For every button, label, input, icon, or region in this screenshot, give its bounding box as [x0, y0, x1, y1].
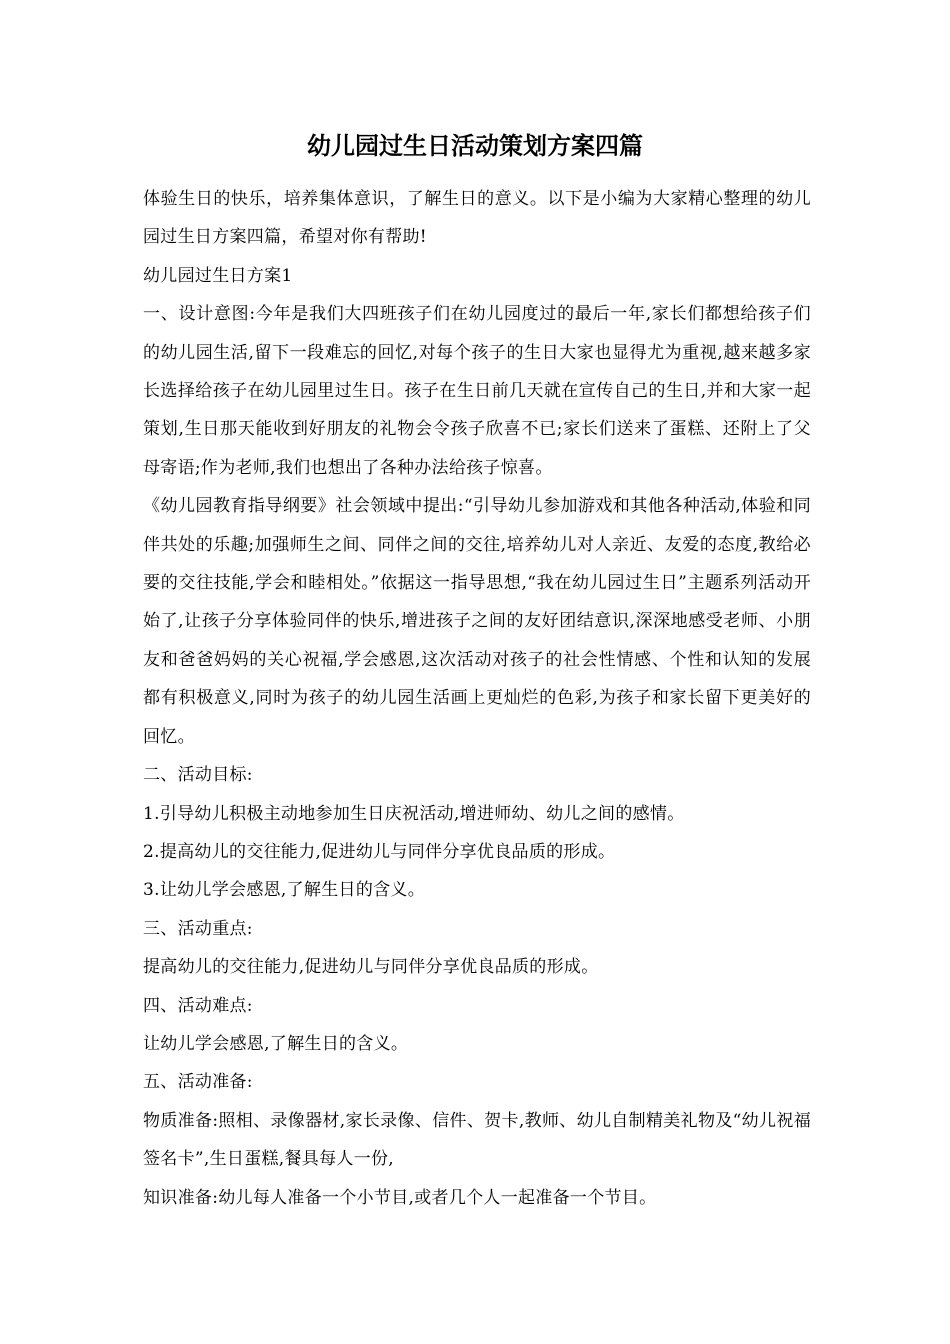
document-title: 幼儿园过生日活动策划方案四篇 [307, 131, 643, 160]
goal-item-1: 1.引导幼儿积极主动地参加生日庆祝活动,增进师幼、幼儿之间的感情。 [143, 803, 685, 824]
goal-item-3: 3.让幼儿学会感恩,了解生日的含义。 [143, 880, 426, 901]
section-heading-focus: 三、活动重点: [143, 918, 253, 939]
section-heading-preparation: 五、活动准备: [143, 1072, 253, 1093]
material-preparation-text: 物质准备:照相、录像器材,家长录像、信件、贺卡,教师、幼儿自制精美礼物及“幼儿祝福签名卡”,生日蛋糕,餐具每人一份, [143, 1110, 811, 1170]
difficulty-text: 让幼儿学会感恩,了解生日的含义。 [143, 1033, 409, 1054]
document-body [143, 180, 811, 1217]
section-heading-difficulty: 四、活动难点: [143, 995, 253, 1016]
paragraph-intro: 体验生日的快乐，培养集体意识，了解生日的意义。以下是小编为大家精心整理的幼儿园过生日方案四篇，希望对你有帮助! [143, 189, 811, 248]
paragraph-guideline-quote: 《幼儿园教育指导纲要》社会领域中提出:“引导幼儿参加游戏和其他各种活动,体验和同伴共处的乐趣;加强师生之间、同伴之间的交往,培养幼儿对人亲近、友爱的态度,教给必要的交往技能,学会和睦相处。”依据这一指导思想,“我在幼儿园过生日”主题系列活动开始了,让孩子分享体验同伴的快乐,增进孩子之间的友好团结意识,深深地感受老师、小朋友和爸爸妈妈的关心祝福,学会感恩,这次活动对孩子的社会性情感、个性和认知的发展都有积极意义,同时为孩子的幼儿园生活画上更灿烂的色彩,为孩子和家长留下更美好的回忆。 [143, 496, 811, 747]
knowledge-preparation-text: 知识准备:幼儿每人准备一个小节目,或者几个人一起准备一个节目。 [143, 1187, 657, 1208]
goal-item-2: 2.提高幼儿的交往能力,促进幼儿与同伴分享优良品质的形成。 [143, 841, 616, 862]
focus-text: 提高幼儿的交往能力,促进幼儿与同伴分享优良品质的形成。 [143, 957, 599, 978]
paragraph-design-intent: 一、设计意图:今年是我们大四班孩子们在幼儿园度过的最后一年,家长们都想给孩子们的幼儿园生活,留下一段难忘的回忆,对每个孩子的生日大家也显得尤为重视,越来越多家长选择给孩子在幼儿园里过生日。孩子在生日前几天就在宣传自己的生日,并和大家一起策划,生日那天能收到好朋友的礼物会令孩子欣喜不已;家长们送来了蛋糕、还附上了父母寄语;作为老师,我们也想出了各种办法给孩子惊喜。 [143, 304, 811, 478]
paragraph-plan-heading: 幼儿园过生日方案1 [143, 265, 293, 286]
section-heading-goals: 二、活动目标: [143, 765, 253, 786]
